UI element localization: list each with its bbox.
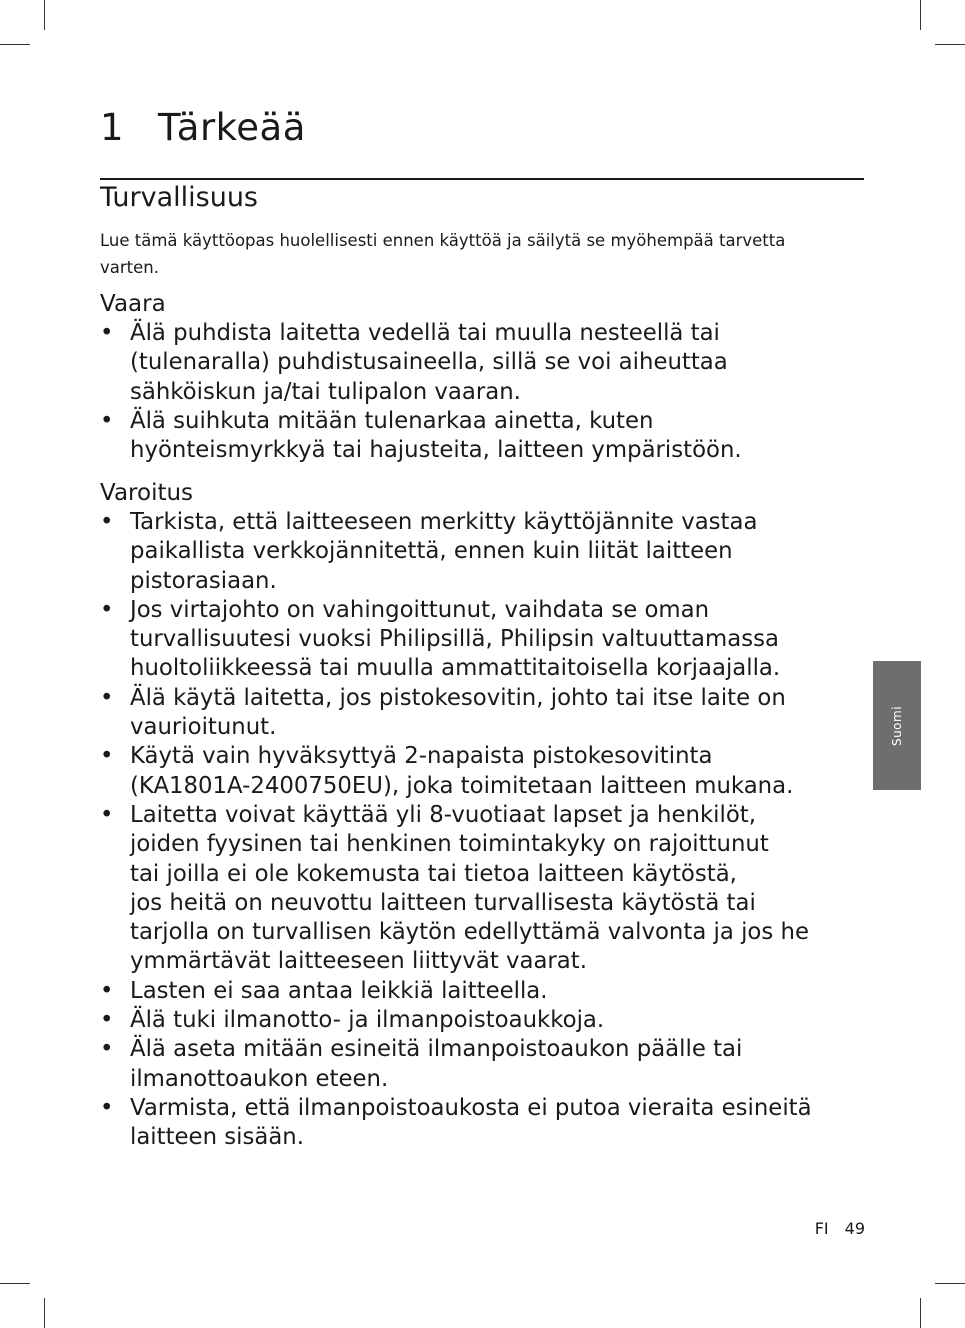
section-title: Turvallisuus: [100, 182, 258, 213]
bullet-icon: •: [100, 743, 114, 770]
bullet-icon: •: [100, 977, 114, 1004]
list-item-text: Älä puhdista laitetta vedellä tai muulla nesteellä tai (tulenaralla) puhdistusaineella, sillä se voi aiheuttaa sähköiskun ja/tai tulipalon vaaran.: [130, 320, 728, 405]
bullet-icon: •: [100, 1036, 114, 1063]
list-item-text: Jos virtajohto on vahingoittunut, vaihdata se oman turvallisuutesi vuoksi Philipsillä, Philipsin valtuuttamassa huoltoliikkeessä tai muulla ammattitaitoisella korjaajalla.: [130, 596, 781, 682]
language-side-tab: [873, 661, 921, 790]
list-item-text: Lasten ei saa antaa leikkiä laitteella.: [130, 977, 548, 1004]
bullet-icon: •: [100, 509, 114, 535]
crop-mark: [935, 1283, 965, 1284]
chapter-heading: [100, 106, 306, 149]
bullet-icon: •: [100, 1007, 114, 1034]
bullet-icon: •: [100, 1094, 114, 1121]
list-item: [100, 977, 870, 1006]
side-tab-label: Suomi: [890, 705, 904, 746]
danger-block: [100, 289, 870, 465]
list-item-text: Älä suihkuta mitään tulenarkaa ainetta, kuten hyönteismyrkkyä tai hajusteita, laitteen ympäristöön.: [130, 407, 742, 464]
list-item: [100, 319, 870, 407]
list-item-text: Käytä vain hyväksyttyä 2-napaista pistokesovitinta (KA1801A-2400750EU), joka toimitetaan laitteen mukana.: [130, 743, 794, 799]
chapter-number: 1: [100, 106, 125, 149]
list-item: [100, 596, 870, 684]
warning-list: [100, 508, 870, 1153]
danger-heading: Vaara: [100, 291, 166, 317]
list-item-text: Älä aseta mitään esineitä ilmanpoistoaukon päälle tai ilmanottoaukon eteen.: [130, 1036, 743, 1092]
crop-mark: [935, 44, 965, 45]
list-item: [100, 1006, 870, 1035]
list-item: [100, 1094, 870, 1153]
warning-heading: Varoitus: [100, 480, 194, 506]
crop-mark: [920, 1298, 921, 1328]
bullet-icon: •: [100, 684, 114, 711]
warning-block: [100, 478, 870, 1153]
bullet-icon: •: [100, 801, 114, 828]
list-item-text: Älä käytä laitetta, jos pistokesovitin, johto tai itse laite on vaurioitunut.: [130, 684, 786, 741]
bullet-icon: •: [100, 596, 114, 623]
crop-mark: [44, 1298, 45, 1328]
list-item: [100, 742, 870, 801]
list-item: [100, 407, 870, 466]
list-item: [100, 684, 870, 743]
crop-mark: [44, 0, 45, 30]
section-intro: Lue tämä käyttöopas huolellisesti ennen käyttöä ja säilytä se myöhempää tarvetta varten.: [100, 231, 786, 277]
crop-mark: [0, 44, 30, 45]
list-item: [100, 1035, 870, 1094]
crop-mark: [920, 0, 921, 30]
list-item: [100, 801, 870, 977]
page-footer: [815, 1219, 865, 1238]
footer-language-code: FI: [814, 1219, 829, 1238]
danger-list: [100, 319, 870, 465]
bullet-icon: •: [100, 320, 114, 346]
list-item-text: Tarkista, että laitteeseen merkitty käyttöjännite vastaa paikallista verkkojännitettä, ennen kuin liität laitteen pistorasiaan.: [130, 509, 758, 594]
list-item-text: Laitetta voivat käyttää yli 8-vuotiaat lapset ja henkilöt, joiden fyysinen tai henkinen toimintakyky on rajoittunut tai joilla ei ole kokemusta tai tietoa laitteen käytöstä, jos heitä on neuvottu laitteen turvallisesta käytöstä tai tarjolla on turvallisen käytön edellyttämä valvonta ja jos he ymmärtävät laitteeseen liittyvät vaarat.: [130, 801, 809, 975]
chapter-title: Tärkeää: [158, 106, 306, 149]
list-item: [100, 508, 870, 596]
list-item-text: Varmista, että ilmanpoistoaukosta ei putoa vieraita esineitä laitteen sisään.: [130, 1094, 812, 1151]
crop-mark: [0, 1283, 30, 1284]
bullet-icon: •: [100, 407, 114, 434]
list-item-text: Älä tuki ilmanotto- ja ilmanpoistoaukkoja.: [130, 1007, 605, 1034]
section-divider: [100, 178, 864, 180]
page-number: 49: [844, 1219, 865, 1238]
